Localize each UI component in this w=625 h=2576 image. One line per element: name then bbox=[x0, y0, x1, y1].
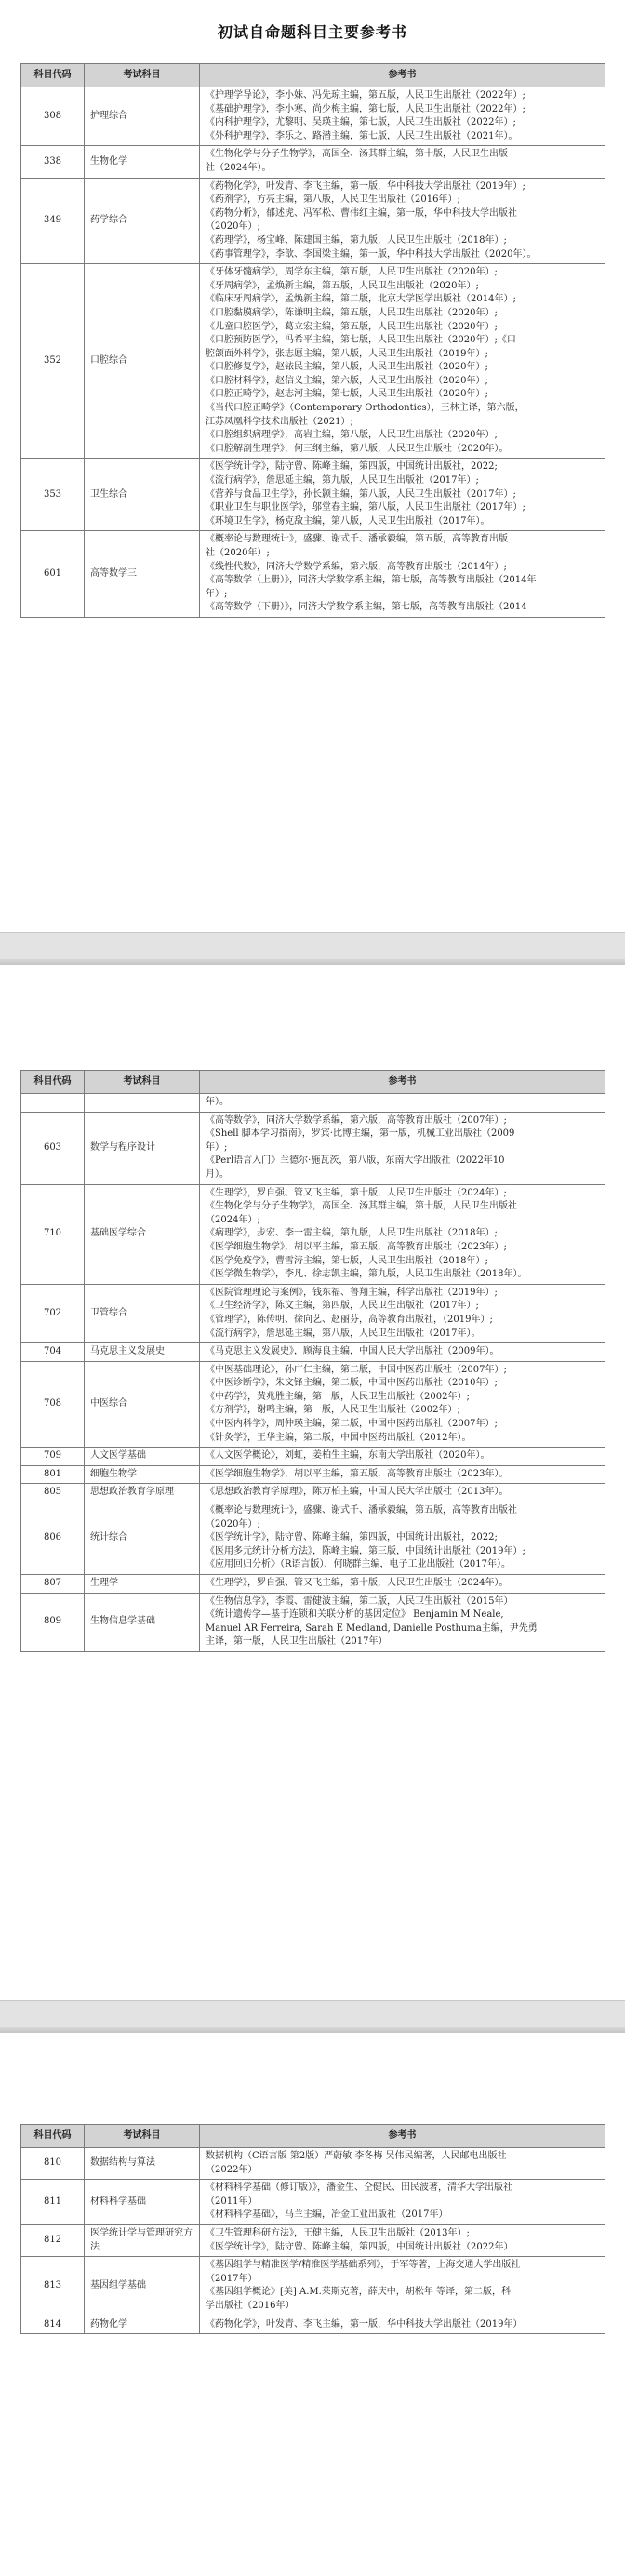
subject-code-cell: 702 bbox=[21, 1284, 85, 1342]
table-row bbox=[21, 1575, 605, 1594]
table-row bbox=[21, 2148, 605, 2180]
reference-book-line: Manuel AR Ferreira, Sarah E Medland, Danielle Posthuma主编，尹先勇 bbox=[206, 1622, 538, 1634]
reference-book-line: 《中药学》，黄兆胜主编，第一版，人民卫生出版社（2002年）; bbox=[206, 1391, 470, 1402]
table-body bbox=[21, 87, 605, 618]
subject-code-cell: 813 bbox=[21, 2257, 85, 2316]
exam-subject-cell: 药学综合 bbox=[85, 178, 200, 264]
reference-book-line: 《口腔材料学》，赵信义主编，第六版，人民卫生出版社（2020年）; bbox=[206, 375, 488, 386]
reference-books-cell bbox=[200, 87, 605, 146]
exam-subject-cell: 数学与程序设计 bbox=[85, 1112, 200, 1184]
exam-subject-cell: 生物信息学基础 bbox=[85, 1593, 200, 1651]
exam-subject-cell: 药物化学 bbox=[85, 2316, 200, 2334]
subject-code-cell: 601 bbox=[21, 531, 85, 618]
reference-book-line: 《护理学导论》，李小妹、冯先琼主编，第五版，人民卫生出版社（2022年）; bbox=[206, 90, 525, 100]
table-row bbox=[21, 1361, 605, 1448]
reference-book-line: 《口腔组织病理学》，高岩主编，第八版，人民卫生出版社（2020年）; bbox=[206, 430, 498, 441]
exam-subject-cell: 护理综合 bbox=[85, 87, 200, 146]
reference-books-cell bbox=[200, 264, 605, 459]
reference-book-line: 《流行病学》，詹思延主编，第九版，人民卫生出版社（2017年）; bbox=[206, 475, 479, 487]
reference-book-line: 《人文医学概论》，刘虹，姜柏生主编，东南大学出版社（2020年）。 bbox=[206, 1450, 490, 1462]
table-row bbox=[21, 87, 605, 146]
document-page-2 bbox=[0, 965, 625, 2062]
header-books: 参考书 bbox=[200, 1071, 605, 1094]
reference-books-cell bbox=[200, 1465, 605, 1484]
reference-book-line: 《高等数学（下册）》，同济大学数学系主编，第七版，高等教育出版社（2014 bbox=[206, 602, 527, 613]
subject-code-cell: 709 bbox=[21, 1448, 85, 1466]
table-row bbox=[21, 146, 605, 178]
reference-book-line: 《药物化学》，叶发青、李飞主编，第一版，华中科技大学出版社（2019年）; bbox=[206, 180, 525, 192]
table-header-row bbox=[21, 64, 605, 87]
reference-book-line: 《环境卫生学》，杨克敌主编，第八版，人民卫生出版社（2017年）。 bbox=[206, 515, 490, 527]
table-row bbox=[21, 459, 605, 531]
reference-book-line: （2020年）; bbox=[206, 221, 260, 233]
exam-subject-cell: 基础医学综合 bbox=[85, 1184, 200, 1284]
table-row bbox=[21, 1448, 605, 1466]
reference-book-line: 《病理学》，步宏、李一雷主编，第九版，人民卫生出版社（2018年）; bbox=[206, 1228, 498, 1239]
reference-book-line: （2017年） bbox=[206, 2273, 258, 2284]
reference-book-line: 《口腔黏膜病学》，陈谦明主编，第五版，人民卫生出版社（2020年）; bbox=[206, 307, 498, 318]
reference-book-line: 《概率论与数理统计》，盛骤、谢式千、潘承毅编，第五版，高等教育出版社 bbox=[206, 1505, 517, 1516]
reference-book-line: 《流行病学》，詹思延主编，第八版，人民卫生出版社（2017年）。 bbox=[206, 1328, 481, 1339]
exam-subject-cell: 细胞生物学 bbox=[85, 1465, 200, 1484]
reference-book-line: 《生理学》，罗自强、管又飞主编，第十版，人民卫生出版社（2024年）。 bbox=[206, 1578, 509, 1588]
subject-code-cell: 807 bbox=[21, 1575, 85, 1594]
reference-book-line: 学出版社（2016年） bbox=[206, 2300, 295, 2311]
exam-subject-cell: 高等数学三 bbox=[85, 531, 200, 618]
reference-book-line: 主译，第一版，人民卫生出版社（2017年） bbox=[206, 1636, 388, 1648]
reference-book-line: 《儿童口腔医学》，葛立宏主编，第五版，人民卫生出版社（2020年）; bbox=[206, 321, 498, 332]
header-books: 参考书 bbox=[200, 2125, 605, 2148]
reference-book-line: 《医学统计学》，陆守曾、陈峰主编，第四版，中国统计出版社，2022; bbox=[206, 461, 498, 473]
table-row bbox=[21, 1484, 605, 1502]
reference-book-line: 《医学细胞生物学》，胡以平主编，第五版，高等教育出版社（2023年）。 bbox=[206, 1468, 509, 1479]
reference-book-line: 《高等数学（上册）》，同济大学数学系主编，第七版，高等教育出版社（2014年 bbox=[206, 575, 537, 586]
reference-book-line: 《卫生管理科研方法》，王健主编，人民卫生出版社（2013年）; bbox=[206, 2227, 470, 2238]
reference-books-cell bbox=[200, 1502, 605, 1575]
subject-code-cell: 708 bbox=[21, 1361, 85, 1448]
reference-book-line: （2011年） bbox=[206, 2196, 258, 2207]
subject-code-cell: 806 bbox=[21, 1502, 85, 1575]
reference-books-cell bbox=[200, 2316, 605, 2334]
reference-book-line: 《高等数学》，同济大学数学系编，第六版，高等教育出版社（2007年）; bbox=[206, 1114, 507, 1126]
subject-code-cell: 810 bbox=[21, 2148, 85, 2180]
reference-books-cell bbox=[200, 1343, 605, 1362]
subject-code-cell: 809 bbox=[21, 1593, 85, 1651]
reference-book-line: 腔颌面外科学》，张志愿主编，第八版，人民卫生出版社（2019年）; bbox=[206, 348, 488, 359]
reference-books-cell bbox=[200, 2257, 605, 2316]
reference-book-line: 《口腔预防医学》，冯希平主编，第七版，人民卫生出版社（2020年）;《口 bbox=[206, 335, 516, 346]
table-header-row bbox=[21, 2125, 605, 2148]
subject-code-cell: 308 bbox=[21, 87, 85, 146]
subject-code-cell: 814 bbox=[21, 2316, 85, 2334]
exam-subject-cell: 统计综合 bbox=[85, 1502, 200, 1575]
reference-book-line: 《统计遗传学—基于连锁和关联分析的基因定位》 Benjamin M Neale, bbox=[206, 1609, 504, 1621]
header-books: 参考书 bbox=[200, 64, 605, 87]
reference-book-line: 《中医内科学》，周仲瑛主编，第二版，中国中医药出版社（2007年）; bbox=[206, 1419, 498, 1430]
exam-subject-cell: 数据结构与算法 bbox=[85, 2148, 200, 2180]
exam-subject-cell: 思想政治教育学原理 bbox=[85, 1484, 200, 1502]
header-subject: 考试科目 bbox=[85, 1071, 200, 1094]
exam-subject-cell bbox=[85, 1094, 200, 1113]
subject-code-cell: 710 bbox=[21, 1184, 85, 1284]
header-code: 科目代码 bbox=[21, 1071, 85, 1094]
reference-book-line: 年）。 bbox=[206, 1097, 229, 1107]
reference-books-cell bbox=[200, 1484, 605, 1502]
reference-book-line: 《线性代数》，同济大学数学系编，第六版，高等教育出版社（2014年）; bbox=[206, 561, 507, 572]
reference-book-line: 《Perl语言入门》兰德尔·施瓦茨，第八版，东南大学出版社（2022年10 bbox=[206, 1155, 505, 1167]
reference-book-line: 《管理学》，陈传明、徐向艺、赵丽芬，高等教育出版社，（2019年）; bbox=[206, 1314, 493, 1325]
document-page-1 bbox=[0, 0, 625, 932]
reference-book-line: 数据机构（C语言版 第2版）严蔚敏 李冬梅 吴伟民编著，人民邮电出版社 bbox=[206, 2151, 507, 2161]
reference-book-line: 《口腔修复学》，赵铱民主编，第八版，人民卫生出版社（2020年）; bbox=[206, 362, 488, 373]
reference-book-line: 《牙周病学》，孟焕新主编，第五版，人民卫生出版社（2020年）; bbox=[206, 280, 479, 291]
subject-code-cell: 805 bbox=[21, 1484, 85, 1502]
reference-book-line: 《生物化学与分子生物学》，高国全、汤其群主编，第十版，人民卫生出版 bbox=[206, 149, 508, 160]
reference-book-line: 江苏凤凰科学技术出版社（2021）; bbox=[206, 416, 353, 427]
table-row bbox=[21, 1112, 605, 1184]
reference-books-cell bbox=[200, 146, 605, 178]
exam-subject-cell: 基因组学基础 bbox=[85, 2257, 200, 2316]
reference-books-cell bbox=[200, 1094, 605, 1113]
subject-code-cell: 353 bbox=[21, 459, 85, 531]
page-separator bbox=[0, 2000, 625, 2034]
reference-books-cell bbox=[200, 178, 605, 264]
exam-subject-cell: 生理学 bbox=[85, 1575, 200, 1594]
table-header-row bbox=[21, 1071, 605, 1094]
reference-book-line: 《口腔正畸学》，赵志河主编，第七版，人民卫生出版社（2020年）; bbox=[206, 389, 488, 400]
exam-subject-cell: 医学统计学与管理研究方法 bbox=[85, 2224, 200, 2256]
reference-books-cell bbox=[200, 1284, 605, 1342]
exam-subject-cell: 卫生综合 bbox=[85, 459, 200, 531]
reference-books-cell bbox=[200, 2148, 605, 2180]
header-subject: 考试科目 bbox=[85, 2125, 200, 2148]
reference-book-line: 《生理学》，罗自强、管又飞主编，第十版，人民卫生出版社（2024年）; bbox=[206, 1187, 507, 1198]
reference-books-cell bbox=[200, 1184, 605, 1284]
reference-book-line: （2022年） bbox=[206, 2164, 258, 2175]
reference-book-line: （2024年）; bbox=[206, 1214, 260, 1225]
subject-code-cell: 811 bbox=[21, 2180, 85, 2225]
reference-book-line: 《当代口腔正畸学》（Contemporary Orthodontics），王林主译，第六版， bbox=[206, 403, 525, 414]
header-code: 科目代码 bbox=[21, 64, 85, 87]
reference-book-line: 《基因组学概论》[美] A.M.莱斯克著，薛庆中，胡松年 等译，第二版，科 bbox=[206, 2287, 511, 2298]
reference-table-2 bbox=[20, 1070, 605, 1652]
header-code: 科目代码 bbox=[21, 2125, 85, 2148]
reference-book-line: 《基因组学与精准医学/精准医学基础系列》，于军等著，上海交通大学出版社 bbox=[206, 2260, 521, 2271]
reference-books-cell bbox=[200, 1361, 605, 1448]
reference-book-line: 年）; bbox=[206, 588, 228, 599]
table-row bbox=[21, 1465, 605, 1484]
subject-code-cell: 338 bbox=[21, 146, 85, 178]
reference-book-line: 月）。 bbox=[206, 1168, 229, 1180]
reference-books-cell bbox=[200, 1112, 605, 1184]
reference-book-line: 《生物信息学》，李霞、雷健波主编，第二版，人民卫生出版社（2015年） bbox=[206, 1595, 513, 1607]
reference-book-line: 《药理学》，杨宝峰、陈建国主编，第九版，人民卫生出版社（2018年）; bbox=[206, 234, 507, 246]
reference-book-line: 《外科护理学》，李乐之、路潜主编，第七版，人民卫生出版社（2021年）。 bbox=[206, 130, 518, 141]
reference-book-line: 《职业卫生与职业医学》，邬堂春主编，第八版，人民卫生出版社（2017年）; bbox=[206, 502, 525, 514]
reference-book-line: 《中医诊断学》，朱文锋主编，第二版，中国中医药出版社（2010年）; bbox=[206, 1378, 498, 1389]
table-body bbox=[21, 2148, 605, 2334]
subject-code-cell bbox=[21, 1094, 85, 1113]
reference-books-cell bbox=[200, 531, 605, 618]
table-row bbox=[21, 1284, 605, 1342]
subject-code-cell: 352 bbox=[21, 264, 85, 459]
reference-book-line: 《药剂学》，方亮主编，第八版，人民卫生出版社（2016年）; bbox=[206, 194, 460, 206]
reference-book-line: 《马克思主义发展史》，顾海良主编，中国人民大学出版社（2009年）。 bbox=[206, 1346, 499, 1357]
reference-book-line: 《医学免疫学》，曹雪涛主编，第七版，人民卫生出版社（2018年）; bbox=[206, 1255, 488, 1266]
table-row bbox=[21, 2224, 605, 2256]
reference-book-line: 《营养与食品卫生学》，孙长颢主编，第八版，人民卫生出版社（2017年）; bbox=[206, 488, 516, 500]
exam-subject-cell: 生物化学 bbox=[85, 146, 200, 178]
reference-books-cell bbox=[200, 1575, 605, 1594]
reference-book-line: 《生物化学与分子生物学》，高国全、汤其群主编，第十版，人民卫生出版社 bbox=[206, 1201, 517, 1212]
reference-table-1 bbox=[20, 63, 605, 618]
table-row bbox=[21, 2316, 605, 2334]
reference-books-cell bbox=[200, 1448, 605, 1466]
reference-book-line: 《卫生经济学》，陈文主编，第四版，人民卫生出版社（2017年）; bbox=[206, 1301, 479, 1312]
reference-book-line: 《中医基础理论》，孙广仁主编，第二版，中国中医药出版社（2007年）; bbox=[206, 1364, 507, 1375]
reference-book-line: 《材料科学基础》，马兰主编，冶金工业出版社（2017年） bbox=[206, 2209, 448, 2221]
reference-book-line: 《药物化学》，叶发青、李飞主编，第一版，华中科技大学出版社（2019年） bbox=[206, 2318, 523, 2329]
table-row bbox=[21, 264, 605, 459]
table-row bbox=[21, 531, 605, 618]
exam-subject-cell: 材料科学基础 bbox=[85, 2180, 200, 2225]
reference-book-line: 《Shell 脚本学习指南》，罗宾·比博主编，第一版，机械工业出版社（2009 bbox=[206, 1128, 515, 1140]
reference-book-line: 《材料科学基础（修订版）》，潘金生、仝健民、田民波著，清华大学出版社 bbox=[206, 2182, 512, 2194]
reference-table-3 bbox=[20, 2124, 605, 2334]
subject-code-cell: 812 bbox=[21, 2224, 85, 2256]
reference-book-line: 《应用回归分析》（R语言版），何晓群主编，电子工业出版社（2017年）。 bbox=[206, 1559, 511, 1570]
subject-code-cell: 704 bbox=[21, 1343, 85, 1362]
table-row bbox=[21, 1502, 605, 1575]
reference-books-cell bbox=[200, 1593, 605, 1651]
reference-books-cell bbox=[200, 459, 605, 531]
reference-books-cell bbox=[200, 2224, 605, 2256]
exam-subject-cell: 人文医学基础 bbox=[85, 1448, 200, 1466]
table-row bbox=[21, 2180, 605, 2225]
document-title: 初试自命题科目主要参考书 bbox=[217, 23, 407, 41]
table-row bbox=[21, 1184, 605, 1284]
exam-subject-cell: 中医综合 bbox=[85, 1361, 200, 1448]
header-subject: 考试科目 bbox=[85, 64, 200, 87]
table-body bbox=[21, 1094, 605, 1652]
table-row bbox=[21, 2257, 605, 2316]
reference-book-line: 《医院管理理论与案例》，钱东福、鲁翔主编，科学出版社（2019年）; bbox=[206, 1287, 498, 1298]
table-row bbox=[21, 1343, 605, 1362]
reference-book-line: 《医用多元统计分析方法》，陈峰主编，第三版，中国统计出版社（2019年）; bbox=[206, 1545, 525, 1556]
reference-book-line: 《医学统计学》，陆守曾、陈峰主编，第四版，中国统计出版社（2022年） bbox=[206, 2241, 513, 2252]
exam-subject-cell: 马克思主义发展史 bbox=[85, 1343, 200, 1362]
reference-book-line: 《内科护理学》，尤黎明、吴瑛主编，第七版，人民卫生出版社（2022年）; bbox=[206, 117, 516, 128]
reference-book-line: 《医学微生物学》，李凡、徐志凯主编，第九版，人民卫生出版社（2018年）。 bbox=[206, 1269, 527, 1280]
reference-book-line: 《医学细胞生物学》，胡以平主编，第五版，高等教育出版社（2023年）; bbox=[206, 1241, 507, 1252]
reference-book-line: 《方剂学》，谢鸣主编，第一版，人民卫生出版社（2002年）; bbox=[206, 1405, 460, 1416]
table-row bbox=[21, 1094, 605, 1113]
reference-book-line: （2020年）; bbox=[206, 1518, 260, 1529]
reference-book-line: 《概率论与数理统计》，盛骤、谢式千、潘承毅编，第五版，高等教育出版 bbox=[206, 534, 508, 545]
reference-book-line: 《医学统计学》，陆守曾、陈峰主编，第四版，中国统计出版社，2022; bbox=[206, 1532, 498, 1543]
reference-book-line: 《牙体牙髓病学》，周学东主编，第五版，人民卫生出版社（2020年）; bbox=[206, 267, 498, 278]
exam-subject-cell: 口腔综合 bbox=[85, 264, 200, 459]
subject-code-cell: 349 bbox=[21, 178, 85, 264]
reference-book-line: 《临床牙周病学》，孟焕新主编，第二版，北京大学医学出版社（2014年）; bbox=[206, 294, 516, 305]
page-separator bbox=[0, 932, 625, 966]
reference-book-line: 《药物分析》，郁述虎、冯军松、曹伟红主编，第一版，华中科技大学出版社 bbox=[206, 207, 517, 219]
reference-book-line: 社（2020年）; bbox=[206, 548, 270, 558]
reference-book-line: 《思想政治教育学原理》，陈万柏主编，中国人民大学出版社（2013年）。 bbox=[206, 1487, 509, 1498]
document-page-3 bbox=[0, 2033, 625, 2576]
reference-book-line: 《针灸学》，王华主编，第二版，中国中医药出版社（2012年）。 bbox=[206, 1432, 472, 1443]
reference-books-cell bbox=[200, 2180, 605, 2225]
exam-subject-cell: 卫管综合 bbox=[85, 1284, 200, 1342]
subject-code-cell: 603 bbox=[21, 1112, 85, 1184]
table-row bbox=[21, 178, 605, 264]
subject-code-cell: 801 bbox=[21, 1465, 85, 1484]
reference-book-line: 《基础护理学》，李小寒、尚少梅主编，第七版，人民卫生出版社（2022年）; bbox=[206, 103, 525, 114]
reference-book-line: 《药事管理学》，李歆、李国梁主编，第一版，华中科技大学出版社（2020年）。 bbox=[206, 248, 537, 260]
reference-book-line: 年）; bbox=[206, 1141, 228, 1153]
table-row bbox=[21, 1593, 605, 1651]
reference-book-line: 《口腔解剖生理学》，何三纲主编，第八版，人民卫生出版社（2020年）。 bbox=[206, 443, 509, 454]
reference-book-line: 社（2024年）。 bbox=[206, 162, 272, 173]
